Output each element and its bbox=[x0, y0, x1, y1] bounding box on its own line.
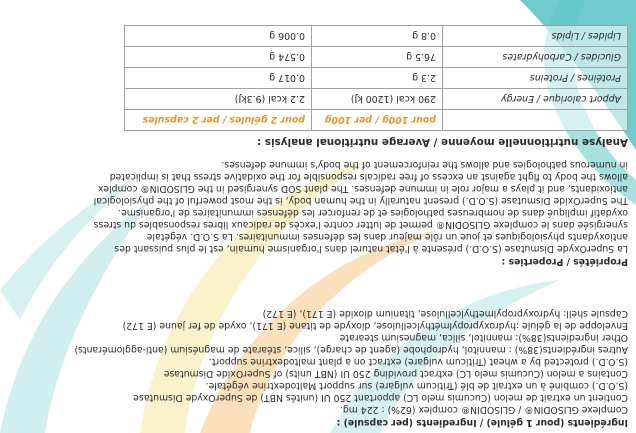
properties-line: in numerous pathologies and allows the reinforcement of the body's immune defenses. bbox=[221, 159, 628, 170]
table-row bbox=[125, 89, 628, 110]
ingredients-line: Capsule shell: hydroxypropylmethylcellulose, titanium dioxide (E 171), (E 172) bbox=[262, 308, 628, 319]
properties-line: antioxidants, and it plays a major role in immune defenses. The plant SOD synergised in the GLISODIN® complex bbox=[98, 183, 628, 194]
ingredients-line: Enveloppe de la gélule :hydroxypropylméthylcellulose, dioxyde de titane (E 171), oxyde de fer jaune (E 172) bbox=[122, 320, 628, 331]
table-header-cell: pour 100g / per 100g bbox=[312, 110, 443, 131]
table-cell: 2.2 kcal (9.3kJ) bbox=[125, 89, 312, 110]
ingredients-title: Ingrédients (pour 1 gélule) / Ingredients (per capsule) : bbox=[336, 417, 628, 428]
table-row-label: Lipides / Lipids bbox=[443, 26, 628, 47]
table-header-cell bbox=[443, 110, 628, 131]
table-row-label: Glucides / Carbohydrates bbox=[443, 47, 628, 68]
analysis-title: Analyse nutritionnelle moyenne / Average nutritional analysis : bbox=[257, 136, 628, 148]
ingredients-line: (S.O.D.) protected by a wheat (Triticum vulgare) extract on a plant maltodextrine support. bbox=[208, 356, 628, 367]
properties-line: allows the body to fight against an excess of free radicals responsible for the oxidative stress that is implicated bbox=[109, 171, 628, 182]
properties-line: synergisée dans le complexe GLISODIN® permet de lutter contre l'excès de radicaux libres responsables du stress bbox=[93, 219, 628, 230]
properties-title: Propriétés / Properties : bbox=[501, 256, 628, 267]
ingredients-line: Autres ingrédients(38%) : mannitol, hydrophobe (agent de charge), silice, stéarate de magnésium (anti-agglomérants) bbox=[74, 344, 628, 355]
table-cell: 0.8 g bbox=[312, 26, 443, 47]
ingredients-line: Complexe GLISODIN® / GLISODIN® complex (62%) : 224 mg. bbox=[339, 404, 628, 415]
table-row bbox=[125, 47, 628, 68]
properties-line: The SuperOxide Dismutase (S.O.D.) present naturally in the human body, is the most powerful of the physiological bbox=[93, 195, 628, 206]
table-row bbox=[125, 68, 628, 89]
properties-line: oxydatif impliqué dans de nombreuses pathologies et de renforcer les défenses immunitaires de l'organisme. bbox=[118, 207, 628, 218]
ingredients-line: Contains a melon (Cucumis melo LC) extract providing 250 UI (NBT units) of SuperOxide Dismutase bbox=[163, 368, 628, 379]
table-cell: 0.017 g bbox=[125, 68, 312, 89]
table-cell: 0.006 g bbox=[125, 26, 312, 47]
ingredients-line: Contient un extrait de melon (Cucumis melo LC) apportant 250 UI (unités NBT) de SuperOxyde Dismutase bbox=[133, 392, 628, 403]
ingredients-line: (S.O.D.) combiné à un extrait de blé (Triticum vulgare) sur support Maltodextrine végétale. bbox=[205, 380, 628, 391]
nutrition-table bbox=[124, 25, 628, 131]
ingredients-line: Other ingredients(38%): mannitol, silica, magnesium stearate bbox=[339, 332, 628, 343]
table-header-row bbox=[125, 110, 628, 131]
properties-line: La SuperOxyde Dismutase (S.O.D.) présente à l'état naturel dans l'organisme humain, est le plus puissant des bbox=[114, 243, 628, 254]
table-row bbox=[125, 26, 628, 47]
table-cell: 2.3 g bbox=[312, 68, 443, 89]
properties-line: antioxydants physiologiques et joue un rôle majeur dans les défenses immunitaires. La S.O.D. végétale bbox=[146, 231, 628, 242]
table-cell: 0.574 g bbox=[125, 47, 312, 68]
table-header-cell: pour 2 gélules / per 2 capsules bbox=[125, 110, 312, 131]
table-row-label: Apport calorique / Energy bbox=[443, 89, 628, 110]
table-row-label: Protéines / Proteins bbox=[443, 68, 628, 89]
table-cell: 76.5 g bbox=[312, 47, 443, 68]
table-cell: 290 kcal (1200 kJ) bbox=[312, 89, 443, 110]
